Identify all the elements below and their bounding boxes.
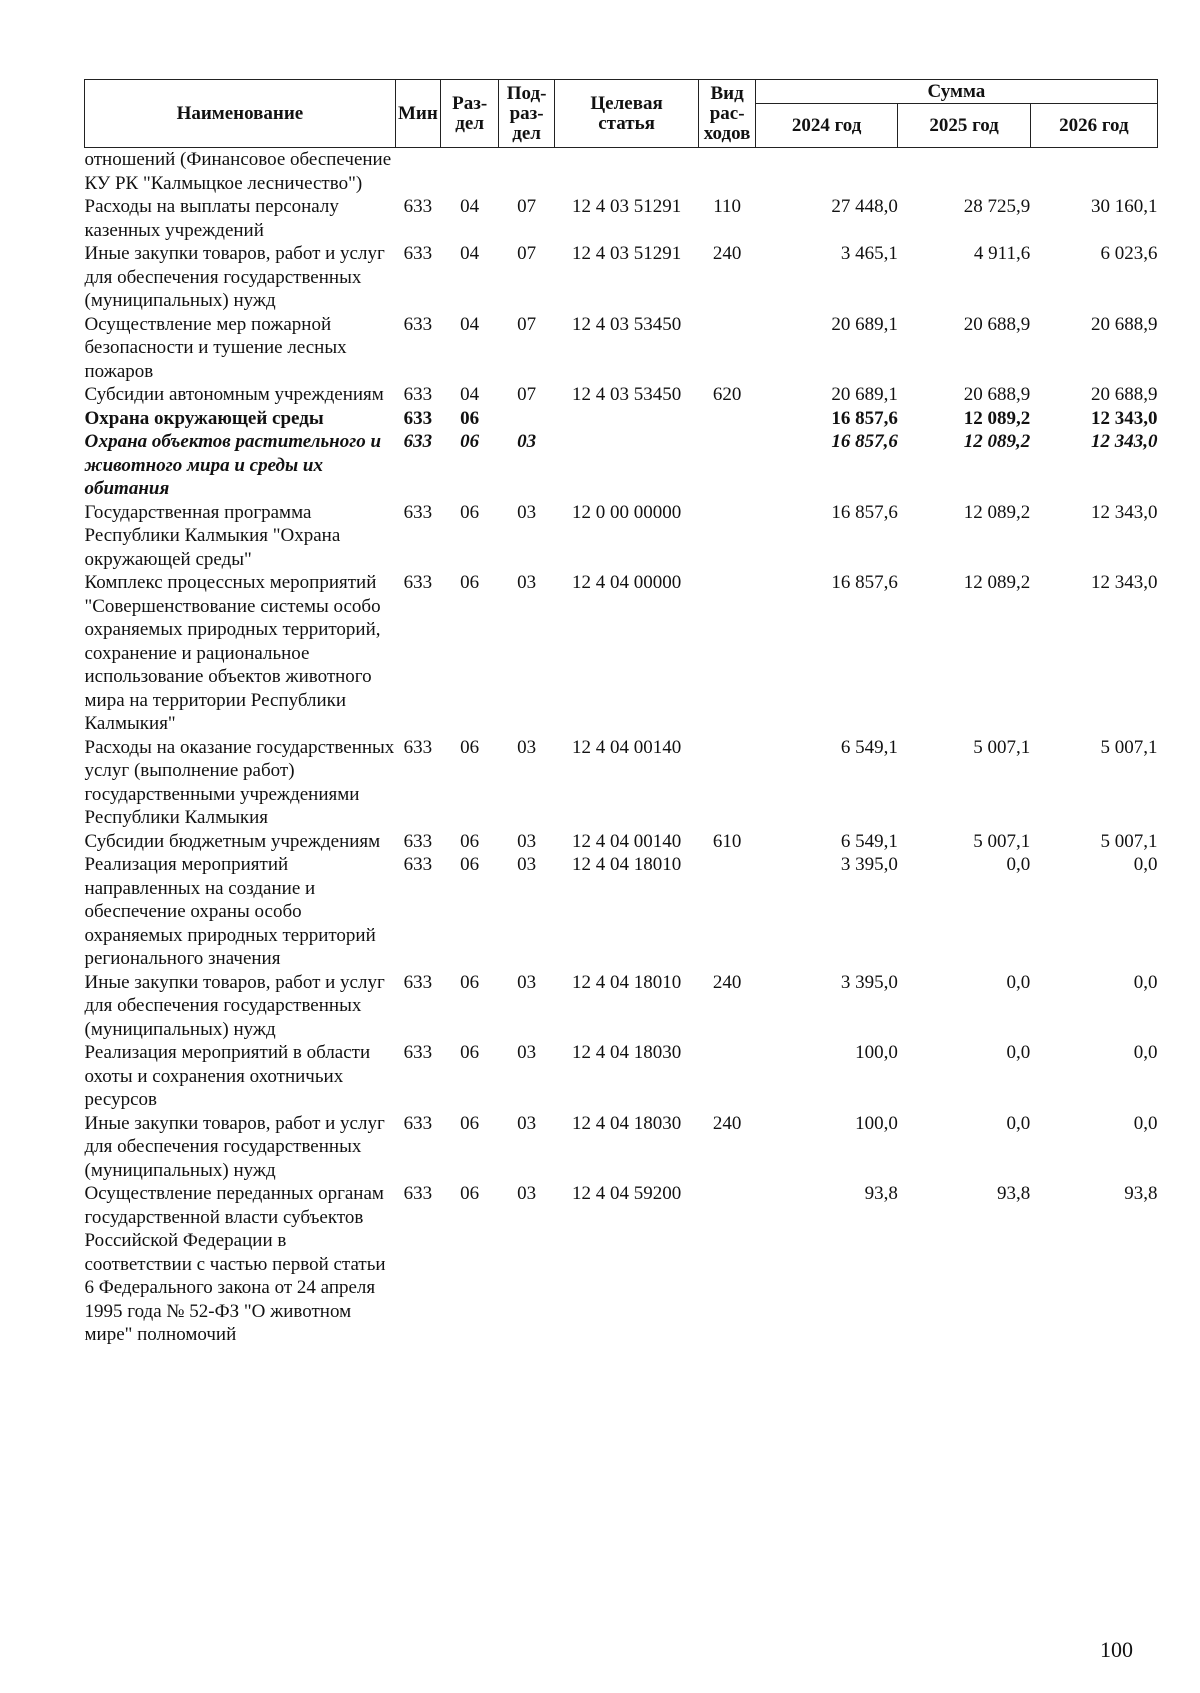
row-sum-2025: 20 688,9 [963, 313, 1031, 335]
row-sum-2026: 20 688,9 [1091, 384, 1158, 405]
row-razdel: 04 [460, 196, 480, 217]
row-sum-2025: 4 911,6 [973, 243, 1031, 264]
row-vid [699, 571, 755, 736]
row-name: Реализация мероприятий в области охоты и сохранения охотничьих ресурсов [84, 1042, 371, 1110]
header-2025: 2025 год [898, 104, 1030, 148]
table-row [85, 383, 1158, 407]
row-target: 12 4 04 18030 [571, 1112, 682, 1134]
row-min: 633 [403, 407, 433, 429]
row-min: 633 [403, 854, 433, 875]
row-target: 12 4 04 00000 [571, 572, 682, 593]
row-min: 633 [403, 196, 433, 217]
row-sum-2024: 27 448,0 [831, 196, 898, 217]
header-2026: 2026 год [1030, 104, 1157, 148]
row-podrazdel: 07 [517, 196, 537, 217]
header-sum: Сумма [755, 80, 1157, 104]
row-podrazdel: 03 [517, 1183, 537, 1204]
row-razdel: 06 [460, 736, 480, 758]
row-sum-2025: 0,0 [1006, 971, 1031, 993]
header-target: Целевая статья [554, 80, 699, 148]
row-sum-2025: 12 089,2 [963, 407, 1031, 429]
row-name: Иные закупки товаров, работ и услуг для обеспечения государственных (муниципальных) нужд [84, 243, 385, 311]
row-sum-2026: 0,0 [1133, 854, 1158, 875]
row-sum-2024: 20 689,1 [831, 384, 898, 405]
row-podrazdel: 03 [517, 971, 537, 993]
row-target: 12 0 00 00000 [571, 501, 682, 523]
row-sum-2026: 12 343,0 [1091, 431, 1158, 452]
table-row [85, 195, 1158, 242]
row-min: 633 [403, 313, 433, 335]
row-sum-2024: 3 395,0 [840, 854, 898, 875]
row-name: Расходы на оказание государственных услуг (выполнение работ) государственными учреждениями Республики Калмыкия [84, 736, 395, 828]
row-vid: 240 [712, 243, 742, 264]
table-row [85, 830, 1158, 854]
table-row [85, 1112, 1158, 1183]
row-podrazdel: 03 [517, 1042, 537, 1063]
table-row [85, 242, 1158, 313]
row-sum-2024 [755, 148, 898, 196]
row-min: 633 [403, 1183, 433, 1204]
row-vid [699, 148, 755, 196]
row-podrazdel: 03 [517, 501, 537, 523]
row-razdel: 06 [460, 971, 480, 993]
row-vid [699, 1041, 755, 1112]
row-min: 633 [403, 1042, 433, 1063]
row-sum-2024: 6 549,1 [840, 830, 898, 852]
row-podrazdel: 07 [517, 384, 537, 405]
row-min: 633 [403, 243, 433, 264]
row-target: 12 4 03 53450 [571, 313, 682, 335]
row-min: 633 [403, 501, 433, 523]
row-sum-2025: 12 089,2 [963, 431, 1031, 452]
row-target: 12 4 03 51291 [571, 196, 682, 217]
row-target: 12 4 04 18010 [571, 854, 682, 875]
row-sum-2025: 0,0 [1006, 854, 1031, 875]
row-vid [699, 501, 755, 572]
row-podrazdel: 03 [517, 736, 537, 758]
table-row [85, 407, 1158, 431]
row-name: Иные закупки товаров, работ и услуг для обеспечения государственных (муниципальных) нужд [84, 971, 385, 1040]
row-name: Государственная программа Республики Калмыкия "Охрана окружающей среды" [84, 501, 341, 570]
row-min [395, 148, 440, 196]
row-vid [699, 1182, 755, 1347]
row-vid [699, 430, 755, 501]
row-vid: 610 [712, 830, 742, 852]
row-sum-2024: 100,0 [855, 1112, 898, 1134]
table-row [85, 501, 1158, 572]
row-sum-2026: 6 023,6 [1100, 243, 1158, 264]
row-sum-2026: 0,0 [1133, 1112, 1158, 1134]
row-vid [699, 736, 755, 830]
row-sum-2026: 93,8 [1124, 1183, 1158, 1204]
row-target: 12 4 03 51291 [571, 243, 682, 264]
row-sum-2025: 28 725,9 [963, 196, 1031, 217]
row-vid: 110 [713, 196, 741, 217]
row-name: Субсидии автономным учреждениям [84, 384, 384, 405]
row-podrazdel: 03 [517, 431, 537, 452]
row-razdel: 06 [460, 1183, 480, 1204]
row-vid: 620 [712, 384, 742, 405]
row-razdel: 04 [460, 313, 480, 335]
row-sum-2025: 20 688,9 [963, 384, 1031, 405]
row-name: Осуществление переданных органам государственной власти субъектов Российской Федерации в соответствии с частью первой статьи 6 Федерального закона от 24 апреля 1995 года № 52-ФЗ "О животном мире" полномочий [84, 1183, 386, 1345]
row-sum-2024: 3 465,1 [840, 243, 898, 264]
row-razdel: 06 [460, 1112, 480, 1134]
header-2024: 2024 год [755, 104, 898, 148]
row-sum-2024: 16 857,6 [831, 572, 898, 593]
row-razdel: 06 [460, 407, 480, 429]
row-podrazdel: 03 [517, 854, 537, 875]
row-sum-2025: 5 007,1 [973, 736, 1031, 758]
row-sum-2026: 0,0 [1133, 1042, 1158, 1063]
table-row [85, 571, 1158, 736]
row-sum-2026: 12 343,0 [1091, 407, 1158, 429]
row-target [554, 407, 699, 431]
row-razdel: 06 [460, 830, 480, 852]
row-sum-2025: 12 089,2 [963, 501, 1031, 523]
row-sum-2026: 30 160,1 [1091, 196, 1158, 217]
row-target: 12 4 04 00140 [571, 830, 682, 852]
row-target: 12 4 03 53450 [571, 384, 682, 405]
budget-table [84, 79, 1158, 1347]
row-target: 12 4 04 18010 [571, 971, 682, 993]
header-razdel: Раз- дел [440, 80, 498, 148]
row-min: 633 [403, 971, 433, 993]
row-name: Реализация мероприятий направленных на создание и обеспечение охраны особо охраняемых природных территорий регионального значения [84, 854, 376, 969]
row-vid [699, 407, 755, 431]
row-name: Субсидии бюджетным учреждениям [84, 830, 381, 852]
row-sum-2026: 20 688,9 [1091, 313, 1158, 335]
row-sum-2024: 16 857,6 [831, 501, 898, 523]
row-sum-2026: 5 007,1 [1100, 736, 1158, 758]
row-min: 633 [403, 431, 433, 452]
row-sum-2026 [1030, 148, 1157, 196]
row-podrazdel: 03 [517, 830, 537, 852]
row-min: 633 [403, 384, 433, 405]
row-name: Осуществление мер пожарной безопасности и тушение лесных пожаров [84, 313, 347, 382]
row-target: 12 4 04 59200 [571, 1183, 682, 1204]
row-target: 12 4 04 00140 [571, 736, 682, 758]
row-sum-2024: 3 395,0 [840, 971, 898, 993]
row-sum-2025: 0,0 [1006, 1112, 1031, 1134]
row-podrazdel [499, 407, 554, 431]
row-name: отношений (Финансовое обеспечение КУ РК "Калмыцкое лесничество") [84, 149, 392, 194]
row-min: 633 [403, 572, 433, 593]
row-vid [699, 313, 755, 384]
table-row [85, 1041, 1158, 1112]
table-row [85, 971, 1158, 1042]
row-vid: 240 [712, 971, 742, 993]
row-sum-2026: 5 007,1 [1100, 830, 1158, 852]
row-sum-2025: 0,0 [1006, 1042, 1031, 1063]
row-podrazdel: 03 [517, 1112, 537, 1134]
row-sum-2024: 100,0 [855, 1042, 898, 1063]
header-min: Мин [395, 80, 440, 148]
table-row [85, 853, 1158, 971]
row-sum-2025: 5 007,1 [973, 830, 1031, 852]
row-vid [699, 853, 755, 971]
row-sum-2024: 20 689,1 [831, 313, 898, 335]
row-min: 633 [403, 736, 433, 758]
row-sum-2024: 16 857,6 [831, 407, 898, 429]
header-name: Наименование [85, 80, 396, 148]
row-min: 633 [403, 1112, 433, 1134]
row-vid: 240 [712, 1112, 742, 1134]
row-sum-2025: 12 089,2 [963, 572, 1031, 593]
table-row [85, 1182, 1158, 1347]
page-number: 100 [1100, 1637, 1133, 1662]
header-vid: Вид рас- ходов [699, 80, 755, 148]
row-min: 633 [403, 830, 433, 852]
table-row [85, 313, 1158, 384]
row-sum-2026: 12 343,0 [1091, 572, 1158, 593]
row-name: Комплекс процессных мероприятий "Совершенствование системы особо охраняемых природных территорий, сохранение и рациональное использование объектов животного мира на территории Республики Калмыкия" [84, 572, 381, 734]
row-name: Иные закупки товаров, работ и услуг для обеспечения государственных (муниципальных) нужд [84, 1112, 385, 1181]
row-sum-2024: 16 857,6 [831, 431, 898, 452]
row-podrazdel: 07 [517, 313, 537, 335]
table-body [85, 148, 1158, 1347]
row-podrazdel: 07 [517, 243, 537, 264]
row-sum-2025: 93,8 [996, 1183, 1031, 1204]
row-name: Охрана объектов растительного и животного мира и среды их обитания [84, 431, 382, 499]
table-row [85, 736, 1158, 830]
row-name: Расходы на выплаты персоналу казенных учреждений [84, 196, 339, 241]
row-podrazdel [499, 148, 554, 196]
row-sum-2025 [898, 148, 1030, 196]
row-sum-2026: 12 343,0 [1091, 501, 1158, 523]
row-podrazdel: 03 [517, 572, 537, 593]
row-razdel: 06 [460, 501, 480, 523]
row-razdel: 06 [460, 1042, 480, 1063]
row-razdel: 06 [460, 572, 480, 593]
row-name: Охрана окружающей среды [84, 407, 324, 429]
row-razdel: 06 [460, 431, 480, 452]
header-podrazdel: Под- раз- дел [499, 80, 554, 148]
table-row [85, 148, 1158, 196]
row-sum-2024: 93,8 [864, 1183, 898, 1204]
row-razdel [440, 148, 498, 196]
row-target [554, 430, 699, 501]
row-target [554, 148, 699, 196]
row-razdel: 04 [460, 243, 480, 264]
row-razdel: 04 [460, 384, 480, 405]
row-razdel: 06 [460, 854, 480, 875]
row-sum-2024: 6 549,1 [840, 736, 898, 758]
row-sum-2026: 0,0 [1133, 971, 1158, 993]
table-row [85, 430, 1158, 501]
row-target: 12 4 04 18030 [571, 1042, 682, 1063]
